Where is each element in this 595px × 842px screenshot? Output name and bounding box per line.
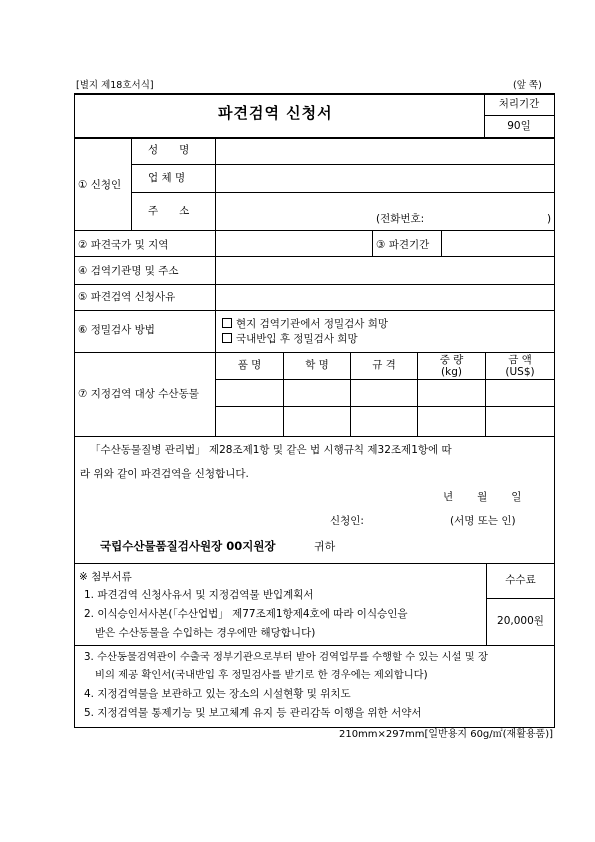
attachment-item: 1. 파견검역 신청사유서 및 지정검역물 반입계획서 [84, 589, 314, 601]
col-amount: 금 액 [508, 354, 532, 366]
checkbox-icon[interactable] [222, 333, 232, 343]
precise-option-1[interactable]: 현지 검역기관에서 정밀검사 희망 [222, 318, 388, 330]
precise-label: ⑥ 정밀검사 방법 [78, 324, 155, 336]
agency-field[interactable] [216, 257, 554, 284]
company-field[interactable] [216, 165, 554, 192]
col-spec: 규 격 [372, 359, 396, 371]
agency-label: ④ 검역기관명 및 주소 [78, 265, 179, 277]
precise-option-2[interactable]: 국내반입 후 정밀검사 희망 [222, 333, 358, 345]
col-product: 품 명 [237, 359, 262, 371]
fee-label: 수수료 [505, 574, 536, 586]
applicant-label: ① 신청인 [78, 179, 122, 191]
frame-top [74, 93, 555, 95]
page-side: (앞 쪽) [513, 80, 542, 91]
period-label: ③ 파견기간 [376, 239, 430, 251]
form-title: 파견검역 신청서 [218, 104, 333, 122]
name-field[interactable] [216, 139, 554, 164]
attachment-item: 2. 이식승인서사본(「수산업법」 제77조제1항제4호에 따라 이식승인을 [84, 608, 408, 620]
attachment-item: 3. 수산동물검역관이 수출국 정부기관으로부터 받아 검역업무를 수행할 수 있는 시설 및 장 [84, 651, 488, 663]
frame-left [74, 93, 75, 728]
declaration-line-2: 라 위와 같이 파견검역을 신청합니다. [80, 468, 249, 480]
name-label: 성 명 [148, 144, 190, 156]
processing-label: 처리기간 [498, 98, 540, 110]
date-line: 년 월 일 [443, 491, 523, 503]
frame-right [554, 93, 555, 728]
addressee: 국립수산물품질검사원장 00지원장 [100, 539, 276, 553]
col-amount-unit: (US$) [505, 366, 535, 378]
reason-label: ⑤ 파견검역 신청사유 [78, 291, 176, 303]
table-row[interactable] [216, 407, 554, 435]
fee-value: 20,000원 [497, 615, 544, 627]
sign-hint: (서명 또는 인) [450, 515, 516, 527]
reason-field[interactable] [216, 285, 554, 310]
table-row[interactable] [216, 380, 554, 406]
declaration-line-1: 「수산동물질병 관리법」 제28조제1항 및 같은 법 시행규칙 제32조제1항에 따 [90, 444, 452, 456]
attachment-item: 비의 제공 확인서(국내반입 후 정밀검사를 받기로 한 경우에는 제외합니다) [95, 669, 428, 681]
phone-close: ) [547, 213, 552, 225]
company-label: 업 체 명 [148, 172, 186, 184]
attachment-item: 받은 수산동물을 수입하는 경우에만 해당합니다) [95, 627, 316, 639]
attachment-item: 5. 지정검역물 통제기능 및 보고체계 유지 등 관리감독 이행을 위한 서약서 [84, 707, 422, 719]
col-weight-unit: (kg) [441, 366, 462, 378]
period-field[interactable] [442, 231, 554, 256]
phone-label: (전화번호: [376, 213, 425, 225]
attachments-title: ※ 첨부서류 [79, 571, 132, 583]
address-label: 주 소 [148, 205, 190, 217]
col-scientific: 학 명 [305, 359, 329, 371]
applicant-sign-label: 신청인: [330, 515, 364, 527]
col-weight: 중 량 [439, 354, 464, 366]
processing-value: 90일 [507, 120, 531, 132]
country-field[interactable] [216, 231, 371, 256]
target-label: ⑦ 지정검역 대상 수산동물 [78, 388, 199, 400]
frame-bottom [74, 727, 555, 728]
honorific: 귀하 [314, 540, 336, 553]
checkbox-icon[interactable] [222, 318, 232, 328]
paper-spec: 210mm×297mm[일반용지 60g/㎡(재활용품)] [338, 729, 553, 740]
attachment-item: 4. 지정검역물을 보관하고 있는 장소의 시설현황 및 위치도 [84, 688, 351, 700]
form-number: [별지 제18호서식] [76, 80, 154, 91]
country-label: ② 파견국가 및 지역 [78, 239, 169, 251]
